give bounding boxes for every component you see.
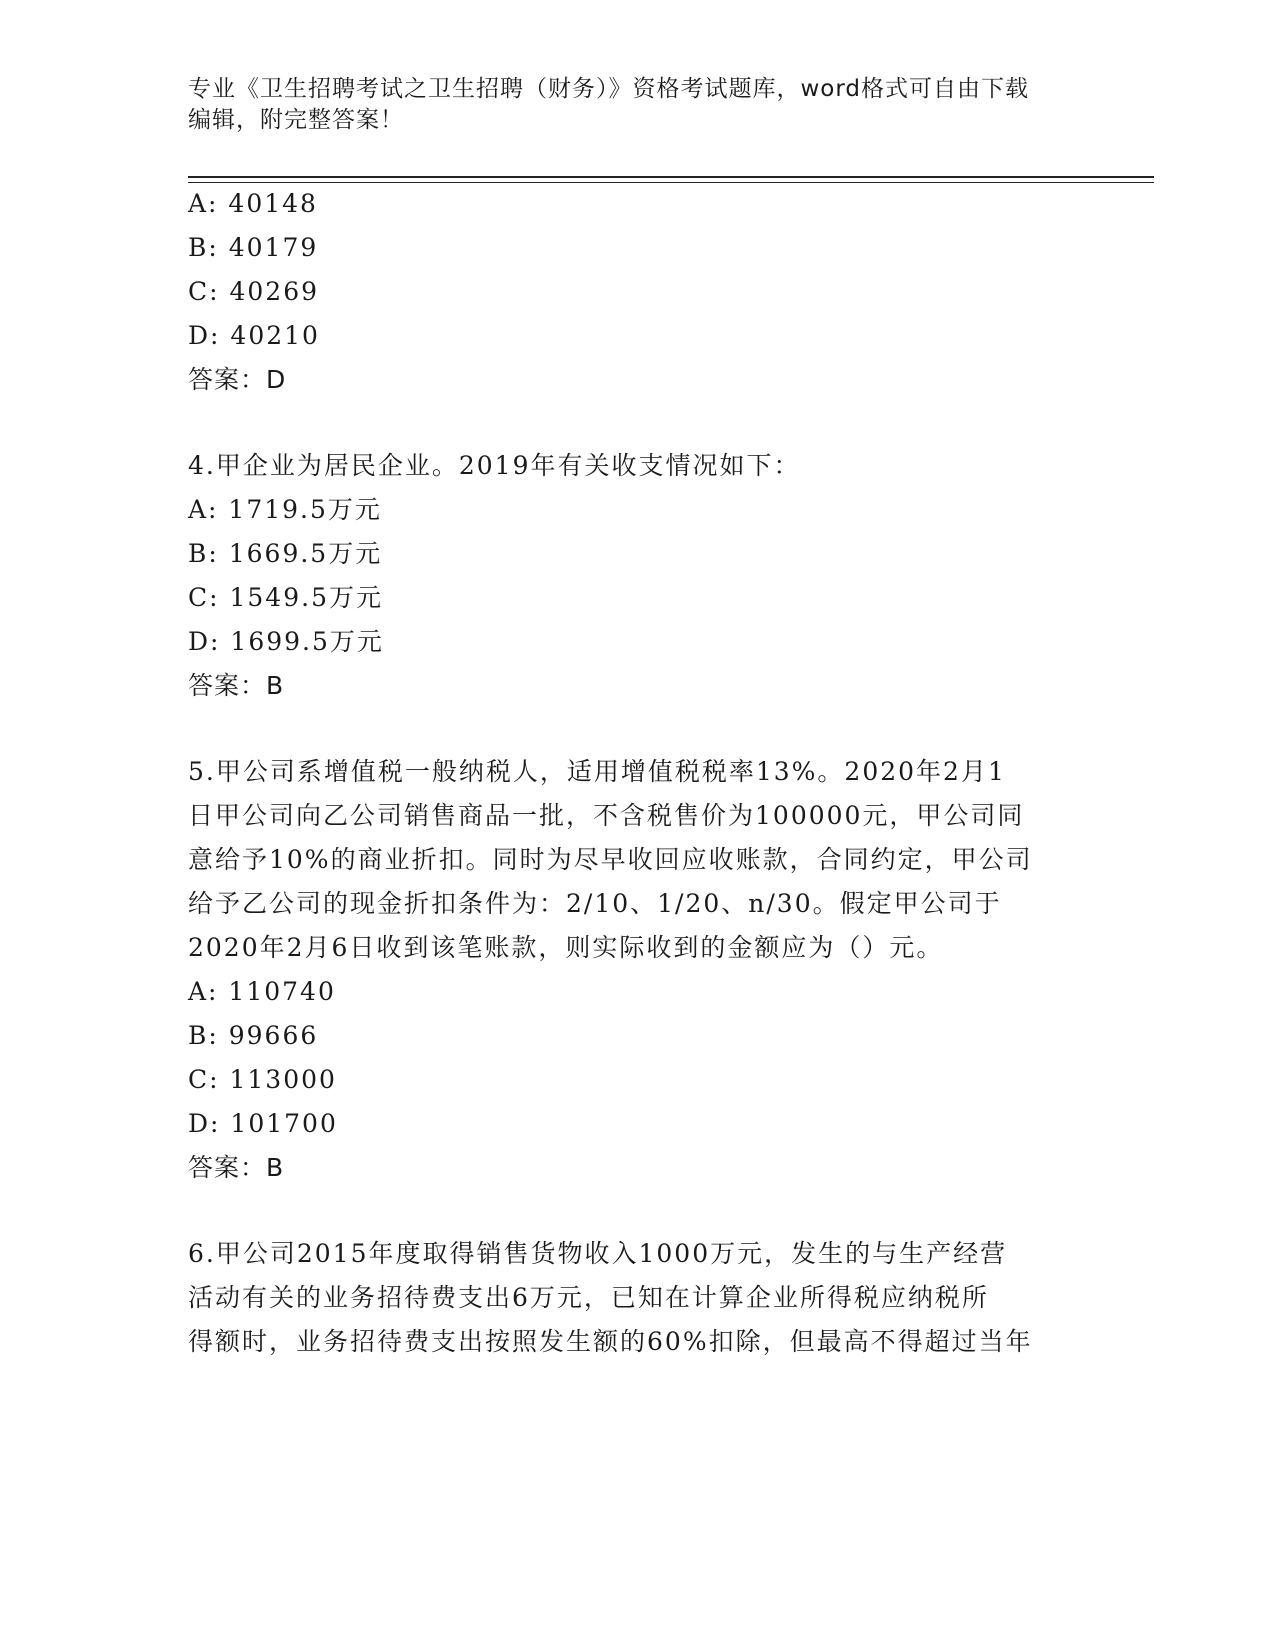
q5-option-d: D: 101700 xyxy=(188,1109,338,1138)
q3-option-a: A: 40148 xyxy=(188,189,318,218)
q5-option-c: C: 113000 xyxy=(188,1065,337,1094)
q4-stem: 4.甲企业为居民企业。2019年有关收支情况如下： xyxy=(188,451,801,480)
q4-answer: 答案：B xyxy=(188,671,285,700)
q4-option-c: C: 1549.5万元 xyxy=(188,583,383,612)
header-line-1: 专业《卫生招聘考试之卫生招聘（财务）》资格考试题库，word格式可自由下载 xyxy=(188,76,1030,102)
header-rule-thick xyxy=(188,176,1154,178)
header-line-2: 编辑，附完整答案！ xyxy=(188,107,404,133)
q3-answer: 答案：D xyxy=(188,365,287,394)
q5-stem-line: 日甲公司向乙公司销售商品一批，不含税售价为100000元，甲公司同 xyxy=(188,801,1025,830)
q3-option-c: C: 40269 xyxy=(188,277,320,306)
q5-answer: 答案：B xyxy=(188,1153,285,1182)
q4-option-a: A: 1719.5万元 xyxy=(188,495,382,524)
q6-stem-line: 得额时，业务招待费支出按照发生额的60%扣除，但最高不得超过当年 xyxy=(188,1327,1033,1356)
q5-stem-line: 意给予10%的商业折扣。同时为尽早收回应收账款，合同约定，甲公司 xyxy=(188,845,1033,874)
q4-option-b: B: 1669.5万元 xyxy=(188,539,383,568)
q5-option-a: A: 110740 xyxy=(188,977,336,1006)
q5-option-b: B: 99666 xyxy=(188,1021,319,1050)
q5-stem-line: 给予乙公司的现金折扣条件为：2/10、1/20、n/30。假定甲公司于 xyxy=(188,889,1002,918)
q4-option-d: D: 1699.5万元 xyxy=(188,627,384,656)
q5-stem-line: 2020年2月6日收到该笔账款，则实际收到的金额应为（）元。 xyxy=(188,933,944,962)
document-header xyxy=(188,74,1068,136)
q6-stem-line: 活动有关的业务招待费支出6万元，已知在计算企业所得税应纳税所 xyxy=(188,1283,989,1312)
header-rule-thin xyxy=(188,182,1154,183)
q3-option-b: B: 40179 xyxy=(188,233,319,262)
q6-stem-line: 6.甲公司2015年度取得销售货物收入1000万元，发生的与生产经营 xyxy=(188,1239,1008,1268)
q3-option-d: D: 40210 xyxy=(188,321,320,350)
q5-stem-line: 5.甲公司系增值税一般纳税人，适用增值税税率13%。2020年2月1 xyxy=(188,757,1006,786)
